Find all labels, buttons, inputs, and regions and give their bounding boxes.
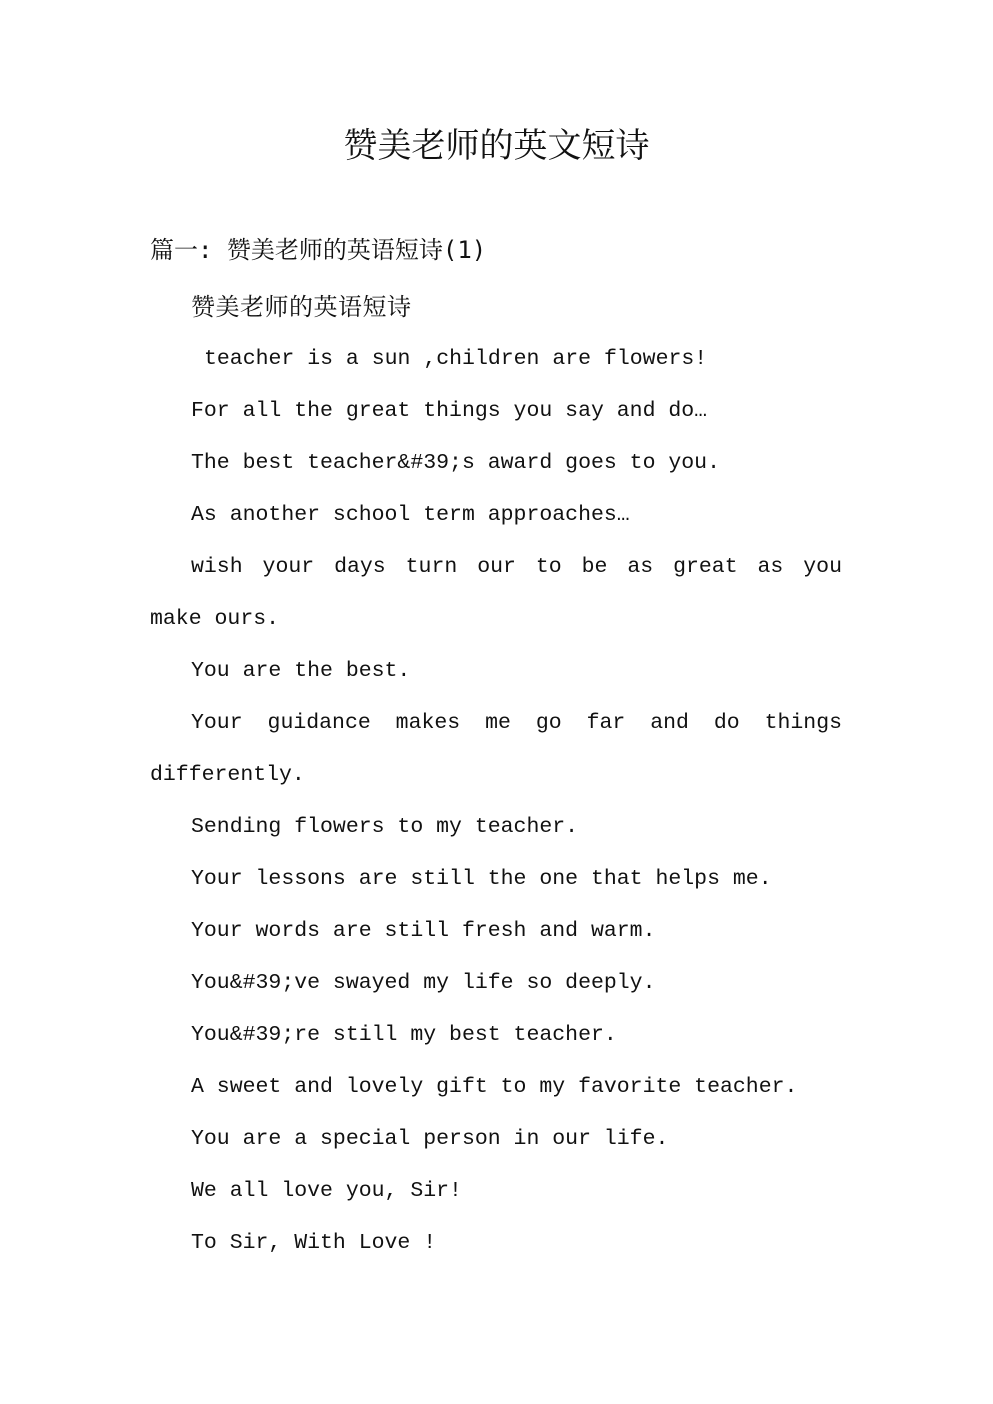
page-title: 赞美老师的英文短诗 — [343, 126, 650, 166]
poem-subtitle: 赞美老师的英语短诗 — [191, 293, 412, 321]
poem-line: A sweet and lovely gift to my favorite teacher. — [191, 1075, 798, 1099]
poem-line: wish your days turn our to be as great as you — [191, 555, 842, 579]
poem-line: You are the best. — [191, 659, 411, 683]
section-heading: 篇一: 赞美老师的英语短诗(1) — [150, 236, 487, 264]
poem-line: Your guidance makes me go far and do things — [191, 711, 842, 735]
poem-line: Your lessons are still the one that helps me. — [191, 867, 772, 891]
poem-line: Your words are still fresh and warm. — [191, 919, 656, 943]
poem-line: For all the great things you say and do… — [191, 399, 708, 423]
poem-line: You&#39;re still my best teacher. — [191, 1023, 617, 1047]
poem-body — [150, 281, 842, 1269]
poem-line: You are a special person in our life. — [191, 1127, 669, 1151]
poem-line: differently. — [150, 763, 305, 787]
poem-line: We all love you, Sir! — [191, 1179, 462, 1203]
poem-line: teacher is a sun ,children are flowers! — [204, 347, 708, 371]
poem-line: You&#39;ve swayed my life so deeply. — [191, 971, 656, 995]
poem-line: Sending flowers to my teacher. — [191, 815, 579, 839]
poem-line: To Sir, With Love ! — [191, 1231, 437, 1255]
poem-line: The best teacher&#39;s award goes to you. — [191, 451, 720, 475]
poem-line: make ours. — [150, 607, 280, 631]
poem-line: As another school term approaches… — [191, 503, 630, 527]
